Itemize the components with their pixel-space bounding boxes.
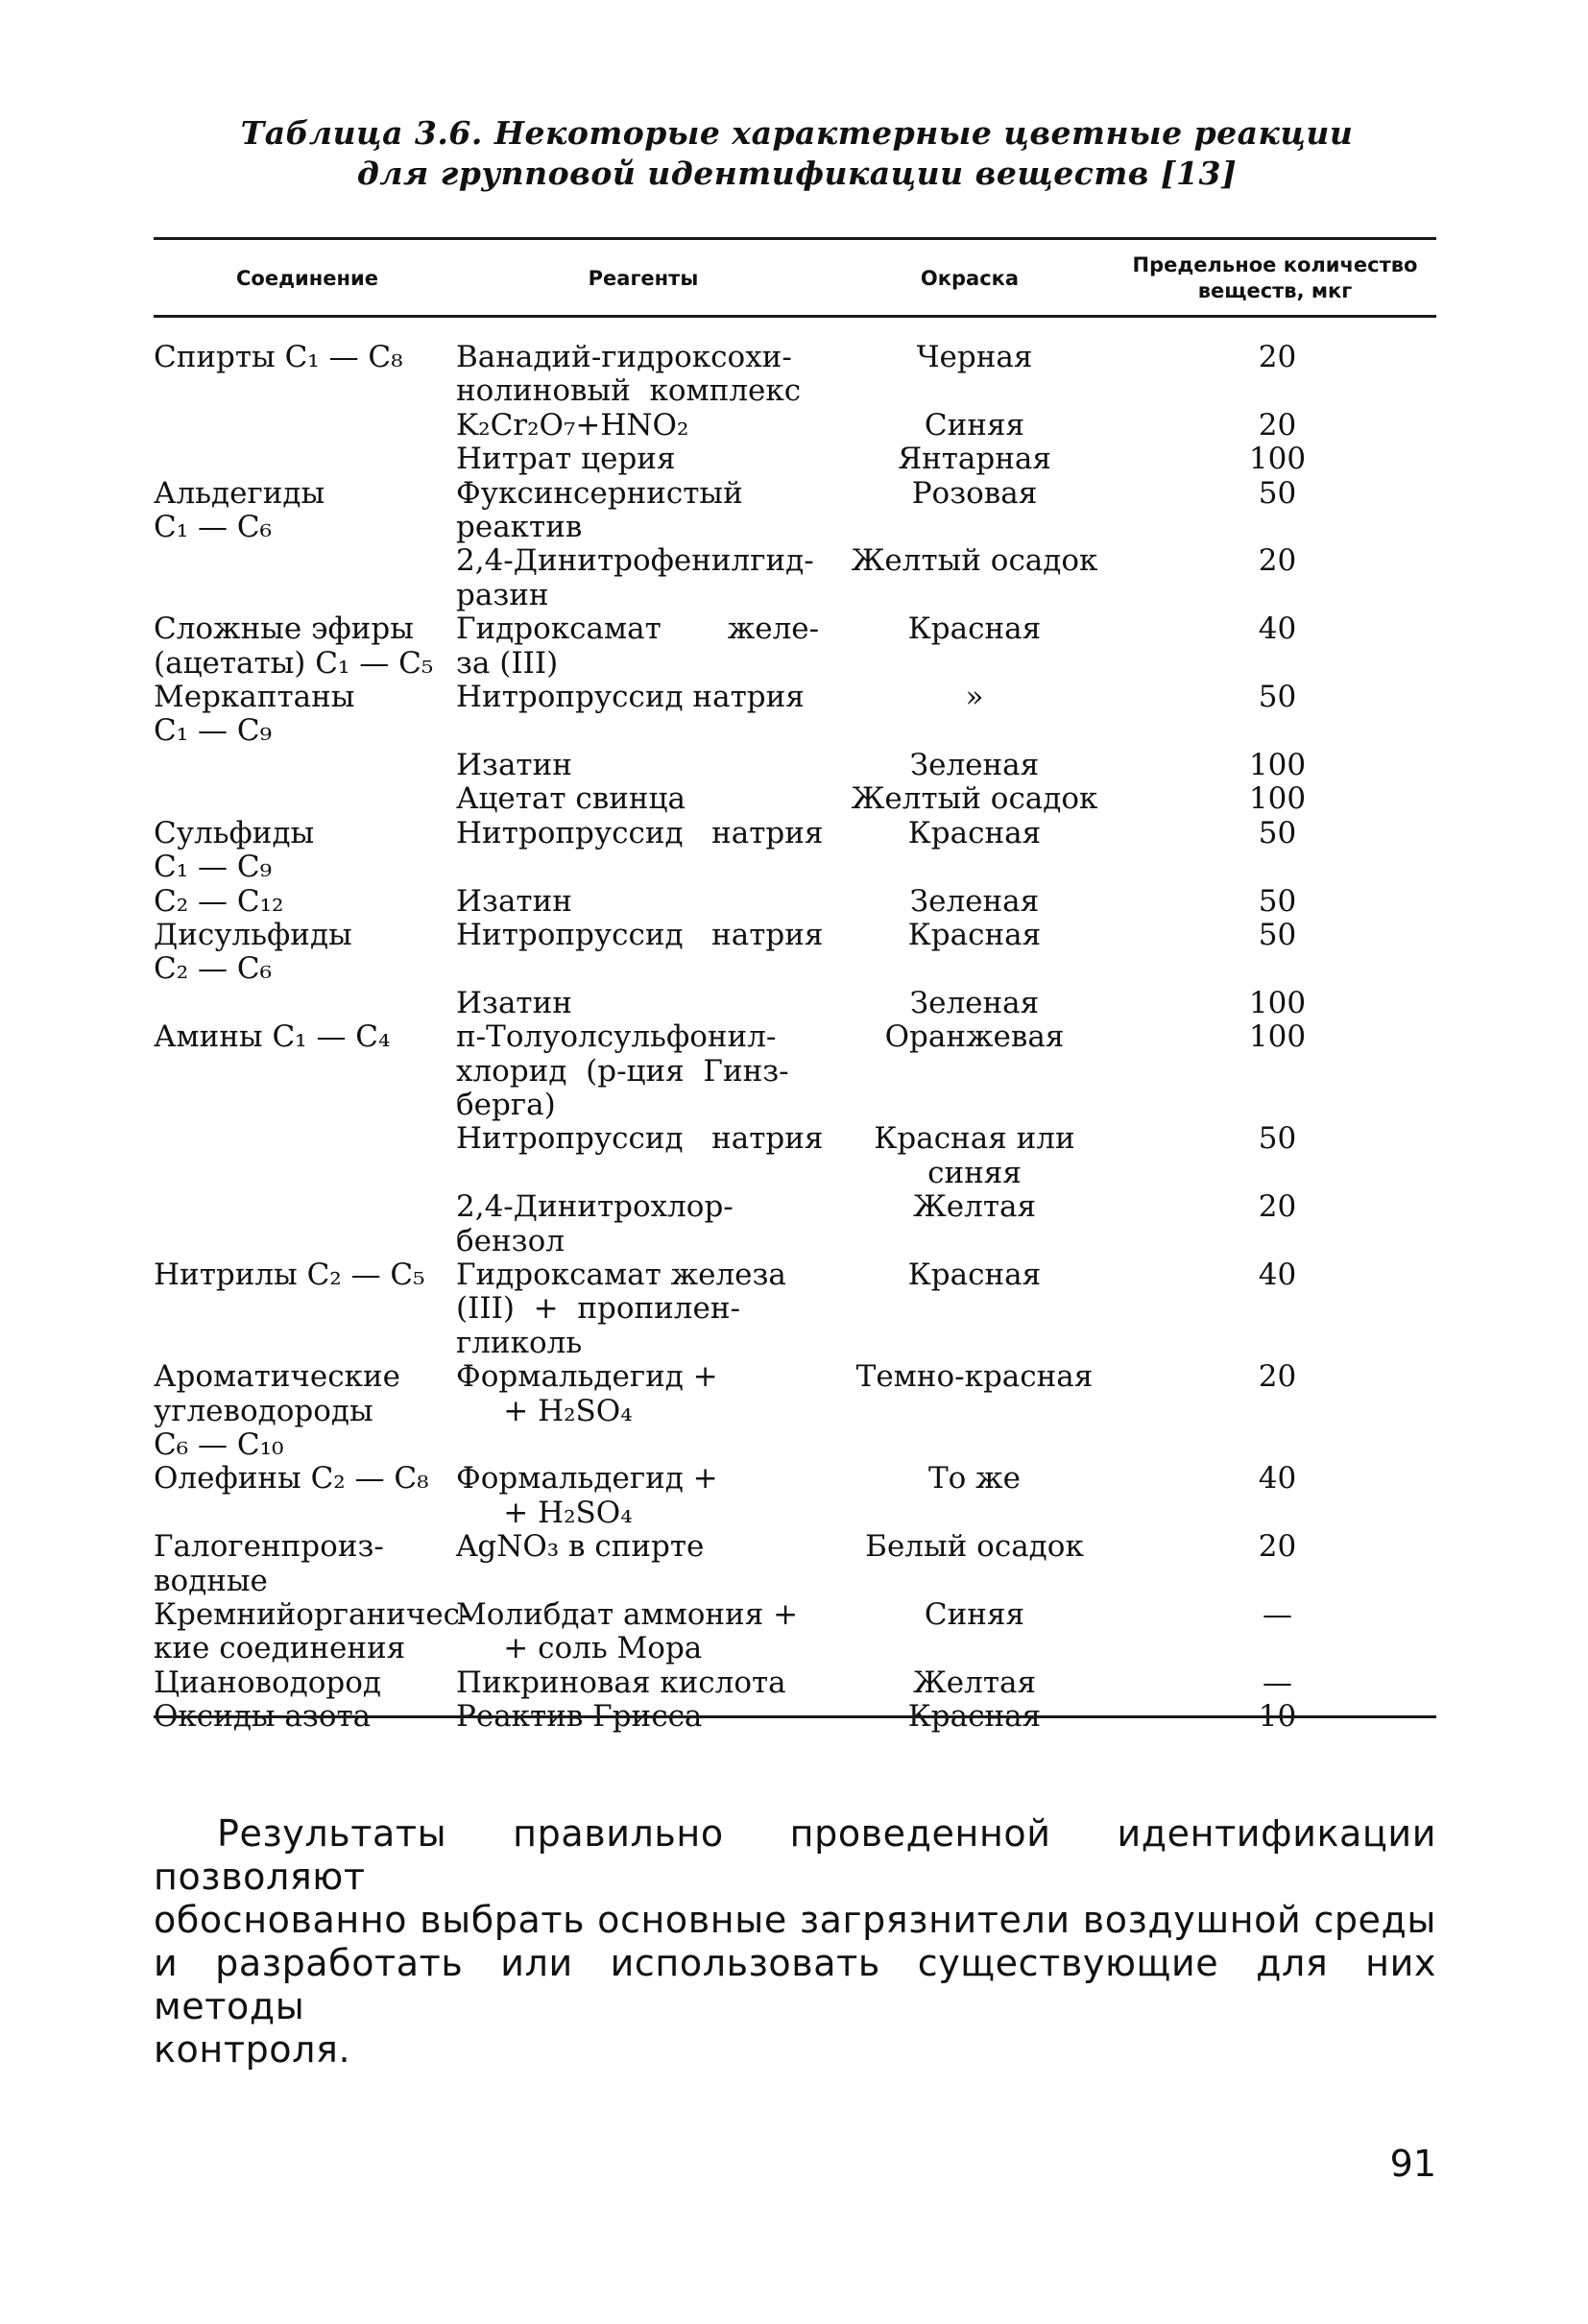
amount-cell: —	[1263, 1665, 1292, 1700]
compound-cell-line: Нитрилы C₂ — C₅	[154, 1257, 425, 1292]
reagent-cell-line: Изатин	[456, 747, 572, 782]
table-row	[154, 544, 1436, 612]
amount-cell: 20	[1258, 1359, 1297, 1395]
color-cell	[830, 987, 1119, 1020]
color-cell	[830, 1462, 1119, 1496]
table-row	[154, 817, 1436, 885]
reagent-cell-line: 2,4-Динитрофенилгид-	[456, 543, 814, 579]
color-cell	[830, 681, 1119, 714]
color-cell	[830, 477, 1119, 511]
color-cell	[830, 749, 1119, 782]
reagent-cell-line: Пикриновая кислота	[456, 1665, 786, 1700]
table-top-rule	[154, 237, 1436, 240]
table-row	[154, 1190, 1436, 1258]
color-cell-line: Зеленая	[909, 747, 1040, 782]
color-cell	[830, 1598, 1119, 1632]
header-color: Окраска	[920, 266, 1020, 290]
reagent-cell-line: берга)	[456, 1087, 556, 1122]
amount-cell: 50	[1258, 1121, 1297, 1157]
reagent-cell	[456, 1122, 830, 1156]
color-cell	[830, 341, 1119, 374]
table-body	[154, 341, 1436, 1735]
table-row	[154, 681, 1436, 749]
compound-cell	[154, 1530, 456, 1598]
header-bottom-rule	[154, 315, 1436, 318]
reagent-cell	[456, 612, 830, 681]
color-cell-line: Черная	[916, 340, 1033, 374]
color-cell-line: Желтый осадок	[851, 781, 1098, 817]
color-cell	[830, 919, 1119, 952]
reagent-cell-line: Нитропруссид натрия	[456, 1121, 824, 1157]
amount-cell: 50	[1258, 475, 1297, 511]
caption-line-2: для групповой идентификации веществ [13]	[356, 155, 1238, 192]
compound-cell-line: Циановодород	[154, 1665, 381, 1700]
color-cell	[830, 817, 1119, 851]
reagent-cell-line: нолиновый комплекс	[456, 373, 802, 409]
reagent-cell	[456, 1598, 830, 1666]
reagent-cell-line: реактив	[456, 510, 583, 545]
table-row	[154, 1530, 1436, 1598]
color-cell	[830, 885, 1119, 919]
compound-cell-line: C₂ — C₁₂	[154, 883, 284, 919]
table-row	[154, 885, 1436, 919]
compound-cell	[154, 1020, 456, 1054]
amount-cell: 100	[1248, 985, 1307, 1020]
reagent-cell-line: п-Толуолсульфонил-	[456, 1019, 777, 1055]
color-cell-line: Зеленая	[909, 985, 1040, 1020]
compound-cell-line: кие соединения	[154, 1631, 406, 1666]
color-cell-line: Синяя	[924, 1597, 1025, 1633]
compound-cell-line: C₁ — C₉	[154, 850, 273, 885]
compound-cell-line: Ароматические	[154, 1359, 400, 1395]
color-cell-line: »	[965, 680, 984, 715]
compound-cell	[154, 681, 456, 749]
compound-cell-line: водные	[154, 1563, 268, 1598]
amount-cell: 100	[1248, 442, 1307, 477]
header-amount-line-2: веществ, мкг	[1197, 279, 1353, 302]
table-row	[154, 1598, 1436, 1666]
compound-cell-line: Оксиды азота	[154, 1699, 372, 1735]
color-cell-line: Оранжевая	[884, 1019, 1065, 1055]
amount-cell: 100	[1248, 747, 1307, 782]
compound-cell-line: (ацетаты) C₁ — C₅	[154, 645, 434, 681]
compound-cell-line: Галогенпроиз-	[154, 1529, 384, 1565]
reagent-cell	[456, 919, 830, 952]
reagent-cell-line: Нитропруссид натрия	[456, 680, 805, 715]
reagent-cell-line: бензол	[456, 1223, 565, 1258]
color-cell-line: Красная или	[874, 1121, 1075, 1157]
compound-cell	[154, 1666, 456, 1700]
reagent-cell	[456, 1020, 830, 1122]
reagent-cell-line: Формальдегид +	[456, 1461, 718, 1497]
color-cell	[830, 1360, 1119, 1394]
amount-cell: 50	[1258, 815, 1297, 851]
reagent-cell-line: 2,4-Динитрохлор-	[456, 1189, 734, 1225]
reagent-cell-line: Молибдат аммония +	[456, 1597, 799, 1633]
reagent-cell	[456, 341, 830, 409]
paragraph-line-1: Результаты правильно проведенной идентификации позволяют	[154, 1812, 1436, 1898]
table-caption	[154, 113, 1440, 194]
reagent-cell	[456, 443, 830, 476]
compound-cell-line: C₁ — C₆	[154, 510, 273, 545]
color-cell-line: Красная	[907, 611, 1042, 647]
color-cell	[830, 1258, 1119, 1292]
table-row	[154, 1666, 1436, 1700]
amount-cell: 20	[1258, 1189, 1297, 1225]
color-cell-line: Красная	[907, 1257, 1042, 1292]
color-cell-line: Красная	[907, 1699, 1042, 1735]
color-cell-line: Желтый осадок	[851, 543, 1098, 579]
compound-cell	[154, 1597, 470, 1666]
amount-cell: 50	[1258, 917, 1297, 952]
color-cell	[830, 1666, 1119, 1700]
amount-cell: 20	[1258, 1529, 1297, 1565]
amount-cell: 40	[1258, 611, 1297, 647]
table-row	[154, 919, 1436, 987]
compound-cell	[154, 612, 456, 681]
header-reagents: Реагенты	[588, 266, 699, 290]
paragraph-line-2: обоснованно выбрать основные загрязнители воздушной среды	[154, 1899, 1436, 1941]
color-cell	[830, 1122, 1119, 1190]
compound-cell-line: C₁ — C₉	[154, 713, 273, 749]
compound-cell	[154, 919, 456, 987]
compound-cell	[154, 477, 456, 545]
color-cell-line: Темно-красная	[855, 1359, 1094, 1395]
reagent-cell	[456, 1462, 830, 1530]
reagent-cell-line: разин	[456, 577, 549, 612]
color-cell	[830, 544, 1119, 578]
caption-line-1: Таблица 3.6. Некоторые характерные цветные реакции	[240, 114, 1354, 152]
color-cell-line: синяя	[927, 1155, 1022, 1190]
table-row	[154, 443, 1436, 476]
amount-cell: 10	[1258, 1699, 1297, 1735]
color-cell	[830, 443, 1119, 476]
header-amount-line-1: Предельное количество	[1132, 253, 1418, 276]
reagent-cell	[456, 885, 830, 919]
table-row	[154, 782, 1436, 816]
reagent-cell	[456, 409, 830, 443]
table-bottom-rule	[154, 1715, 1436, 1718]
reagent-cell-line: Изатин	[456, 985, 572, 1020]
compound-cell	[154, 885, 456, 919]
color-cell-line: Желтая	[912, 1665, 1037, 1700]
reagent-cell-line: Гидроксамат железа	[456, 1257, 786, 1292]
reagent-cell	[456, 749, 830, 782]
reagent-cell-line: Ванадий-гидроксохи-	[456, 340, 792, 374]
table-row	[154, 1360, 1436, 1462]
amount-cell: 100	[1248, 781, 1307, 817]
compound-cell-line: Спирты C₁ — C₈	[154, 340, 403, 374]
paragraph-line-3: и разработать или использовать существующие для них методы	[154, 1942, 1436, 2027]
color-cell-line: Янтарная	[898, 442, 1051, 477]
reagent-cell-line: Нитропруссид натрия	[456, 815, 824, 851]
color-cell	[830, 782, 1119, 816]
reagent-cell-line: Фуксинсернистый	[456, 475, 743, 511]
amount-cell: —	[1263, 1597, 1292, 1633]
table-row	[154, 341, 1436, 409]
amount-cell: 40	[1258, 1461, 1297, 1497]
reagent-cell	[456, 1530, 830, 1564]
compound-cell	[154, 1360, 456, 1462]
table-row	[154, 1122, 1436, 1190]
amount-cell: 50	[1258, 680, 1297, 715]
reagent-cell-line: Нитропруссид натрия	[456, 917, 824, 952]
header-compound: Соединение	[236, 266, 378, 290]
color-cell	[830, 409, 1119, 443]
reagent-cell	[456, 1360, 830, 1428]
compound-cell-line: Олефины C₂ — C₈	[154, 1461, 429, 1497]
compound-cell	[154, 1258, 456, 1292]
color-cell-line: Желтая	[912, 1189, 1037, 1225]
body-paragraph	[154, 1812, 1436, 2072]
reagent-cell-line: Изатин	[456, 883, 572, 919]
compound-cell	[154, 341, 456, 374]
reagent-cell-line: Ацетат свинца	[456, 781, 686, 817]
reagent-cell-line: (III) + пропилен-	[456, 1291, 740, 1327]
reagent-cell	[456, 1666, 830, 1700]
reagent-cell	[456, 544, 830, 612]
color-cell-line: Синяя	[924, 407, 1025, 443]
reagent-cell-line: Реактив Грисса	[456, 1699, 703, 1735]
compound-cell-line: Сложные эфиры	[154, 611, 414, 647]
table-row	[154, 409, 1436, 443]
reagent-cell	[456, 782, 830, 816]
reagent-cell	[456, 681, 830, 714]
paragraph-line-4: контроля.	[154, 2028, 351, 2071]
color-cell-line: Зеленая	[909, 883, 1040, 919]
table-row	[154, 1462, 1436, 1530]
reagent-cell-line: AgNO₃ в спирте	[456, 1529, 705, 1565]
color-cell	[830, 612, 1119, 646]
reagent-cell-line: K₂Cr₂O₇+HNO₂	[456, 407, 689, 443]
compound-cell-line: C₆ — C₁₀	[154, 1427, 284, 1462]
amount-cell: 20	[1258, 340, 1297, 374]
color-cell	[830, 1020, 1119, 1054]
reagent-cell-line: хлорид (р-ция Гинз-	[456, 1053, 789, 1089]
color-cell	[830, 1530, 1119, 1564]
compound-cell-line: Кремнийорганичес-	[154, 1597, 470, 1633]
page-number: 91	[1389, 2143, 1436, 2185]
reagent-cell-line: + H₂SO₄	[456, 1495, 633, 1530]
reagent-cell	[456, 817, 830, 851]
reagent-cell-line: Формальдегид +	[456, 1359, 718, 1395]
reagent-cell	[456, 1190, 830, 1258]
compound-cell-line: углеводороды	[154, 1393, 373, 1428]
compound-cell-line: Меркаптаны	[154, 680, 355, 715]
amount-cell: 20	[1258, 407, 1297, 443]
table-row	[154, 1020, 1436, 1122]
compound-cell-line: Сульфиды	[154, 815, 315, 851]
reagent-cell-line: гликоль	[456, 1325, 583, 1360]
table-row	[154, 987, 1436, 1020]
reagent-cell-line: за (III)	[456, 645, 559, 681]
color-cell-line: То же	[927, 1461, 1022, 1497]
compound-cell	[154, 1462, 456, 1496]
reagent-cell-line: + соль Мора	[456, 1631, 703, 1666]
color-cell-line: Розовая	[911, 475, 1038, 511]
reagent-cell-line: + H₂SO₄	[456, 1393, 633, 1428]
reagent-cell	[456, 987, 830, 1020]
reagent-cell	[456, 477, 830, 545]
compound-cell-line: C₂ — C₆	[154, 951, 273, 987]
reagent-cell-line: Гидроксамат желе-	[456, 611, 820, 647]
compound-cell-line: Альдегиды	[154, 475, 325, 511]
header-amount	[1114, 242, 1436, 315]
amount-cell: 50	[1258, 883, 1297, 919]
table-row	[154, 749, 1436, 782]
reagent-cell-line: Нитрат церия	[456, 442, 676, 477]
table-row	[154, 612, 1436, 681]
color-cell-line: Белый осадок	[865, 1529, 1084, 1565]
reagent-cell	[456, 1258, 830, 1360]
amount-cell: 20	[1258, 543, 1297, 579]
table-row	[154, 477, 1436, 545]
amount-cell: 40	[1258, 1257, 1297, 1292]
amount-cell: 100	[1248, 1019, 1307, 1055]
table-row	[154, 1258, 1436, 1360]
color-cell-line: Красная	[907, 917, 1042, 952]
color-cell	[830, 1190, 1119, 1224]
compound-cell	[154, 817, 456, 885]
compound-cell-line: Амины C₁ — C₄	[154, 1019, 391, 1055]
compound-cell-line: Дисульфиды	[154, 917, 352, 952]
color-cell-line: Красная	[907, 815, 1042, 851]
